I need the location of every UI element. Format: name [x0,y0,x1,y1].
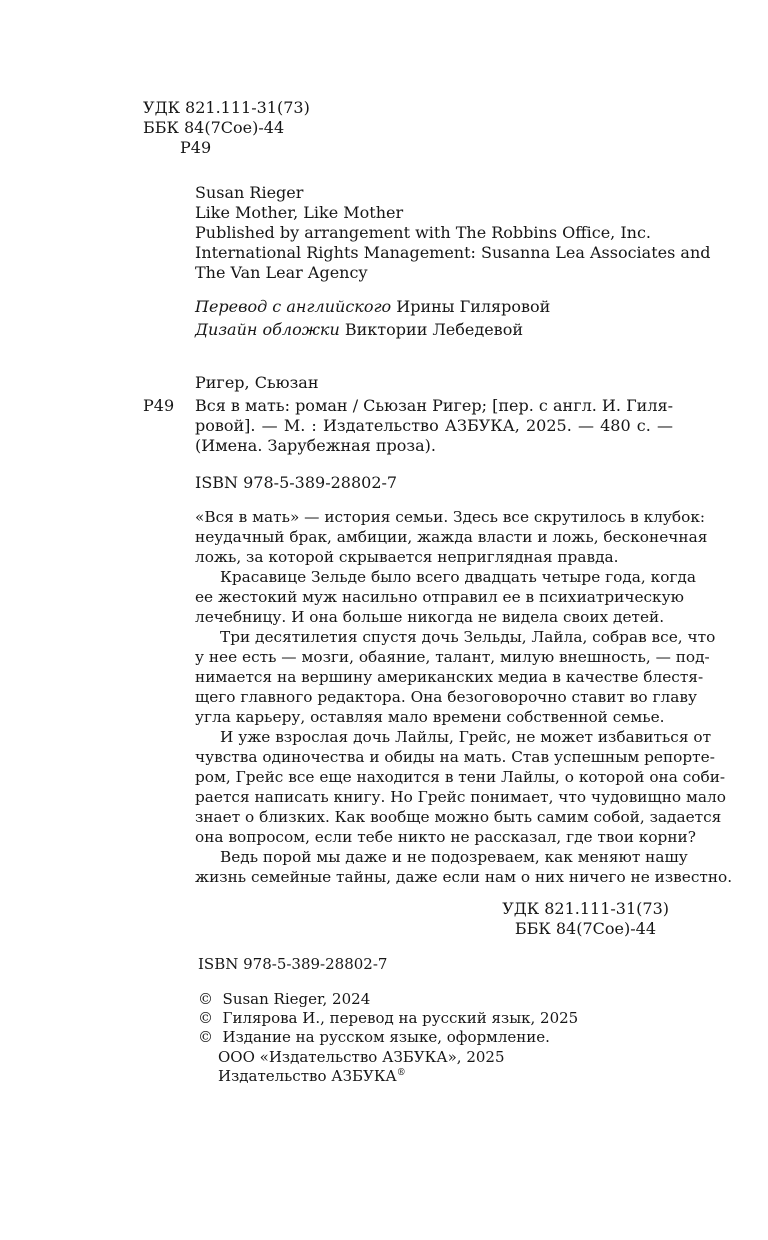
footer-udk-code: УДК 821.111-31(73) [502,899,669,918]
registered-trademark-icon: ® [396,1068,406,1078]
copyright-text: Гилярова И., перевод на русский язык, 2025 [222,1009,579,1027]
annotation-line: она вопросом, если тебе никто не рассказал, где твои корни? [195,828,696,846]
copyright-line [198,989,370,1009]
copyright-line [198,1008,578,1028]
original-author: Susan Rieger [195,183,304,202]
annotation-line: И уже взрослая дочь Лайлы, Грейс, не может избавиться от [220,728,712,746]
copyright-icon: © [198,1009,213,1027]
catalog-line: Вся в мать: роман / Сьюзан Ригер; [пер. с англ. И. Гиля- [195,396,673,415]
copyright-icon: © [198,1028,213,1046]
original-title: Like Mother, Like Mother [195,203,404,222]
isbn: ISBN 978-5-389-28802-7 [198,955,388,973]
cover-design-credit [195,320,523,340]
annotation-line: Ведь порой мы даже и не подозреваем, как меняют нашу [220,848,688,866]
credit-role: Дизайн обложки [195,320,340,339]
udk-code: УДК 821.111-31(73) [143,98,310,117]
annotation-line: чувства одиночества и обиды на мать. Став успешным репорте- [195,748,715,766]
copyright-text: Издание на русском языке, оформление. [222,1028,550,1046]
publisher-brand [218,1066,406,1086]
catalog-mark: Р49 [143,396,175,415]
annotation-line: ее жестокий муж насильно отправил ее в психиатрическую [195,588,684,606]
annotation-line: ложь, за которой скрывается неприглядная правда. [195,548,619,566]
annotation-line: Красавице Зельде было всего двадцать четыре года, когда [220,568,696,586]
translator-credit [195,297,550,317]
rights-management: International Rights Management: Susanna Lea Associates and [195,243,711,262]
annotation-line: у нее есть — мозги, обаяние, талант, милую внешность, — под- [195,648,710,666]
publisher-name: Издательство АЗБУКА [218,1067,397,1085]
publisher-arrangement: Published by arrangement with The Robbins Office, Inc. [195,223,651,242]
author-mark: Р49 [180,138,212,157]
copyright-icon: © [198,990,213,1008]
annotation-line: ром, Грейс все еще находится в тени Лайлы, о которой она соби- [195,768,726,786]
catalog-heading: Ригер, Сьюзан [195,373,319,392]
rights-agency: The Van Lear Agency [195,263,368,282]
footer-bbk-code: ББК 84(7Сое)-44 [514,919,656,938]
annotation-line: Три десятилетия спустя дочь Зельды, Лайла, собрав все, что [220,628,716,646]
copyright-continuation: ООО «Издательство АЗБУКА», 2025 [218,1048,505,1066]
catalog-isbn: ISBN 978-5-389-28802-7 [195,473,398,492]
annotation-line: жизнь семейные тайны, даже если нам о них ничего не известно. [195,868,733,886]
bbk-code: ББК 84(7Сое)-44 [143,118,285,137]
annotation-line: рается написать книгу. Но Грейс понимает, что чудовищно мало [195,788,726,806]
annotation-line: «Вся в мать» — история семьи. Здесь все скрутилось в клубок: [195,508,706,526]
annotation-line: лечебницу. И она больше никогда не видела своих детей. [195,608,665,626]
annotation-line: нимается на вершину американских медиа в качестве блестя- [195,668,704,686]
annotation-line: знает о близких. Как вообще можно быть самим собой, задается [195,808,722,826]
catalog-line: ровой]. — М. : Издательство АЗБУКА, 2025. — 480 с. — [195,416,673,435]
annotation-line: угла карьеру, оставляя мало времени собственной семье. [195,708,665,726]
credit-name: Виктории Лебедевой [344,320,523,339]
catalog-line: (Имена. Зарубежная проза). [195,436,436,455]
annotation-line: неудачный брак, амбиции, жажда власти и ложь, бесконечная [195,528,708,546]
annotation-line: щего главного редактора. Она безоговорочно ставит во главу [195,688,697,706]
copyright-line [198,1027,550,1047]
copyright-text: Susan Rieger, 2024 [222,990,371,1008]
annotation [195,507,733,887]
catalog-description [195,396,673,456]
credit-role: Перевод с английского [195,297,392,316]
credit-name: Ирины Гиляровой [396,297,551,316]
